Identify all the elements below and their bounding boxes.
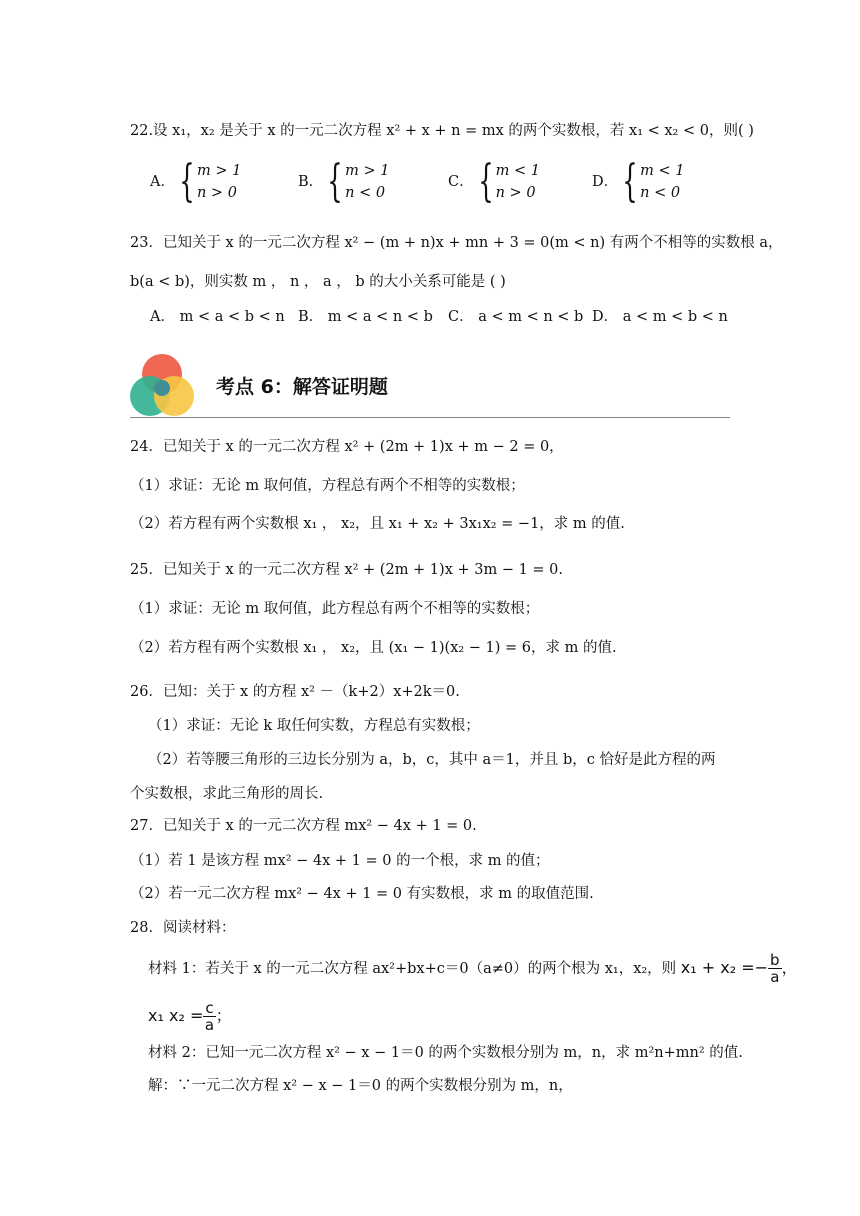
venn-logo-icon bbox=[128, 352, 198, 422]
q22-option-a: A．{ m > 1 n > 0 bbox=[150, 156, 242, 207]
q22-option-c: C．{ m < 1 n > 0 bbox=[448, 156, 540, 207]
q27-part-1: （1）若 1 是该方程 mx² − 4x + 1 = 0 的一个根，求 m 的值； bbox=[130, 853, 550, 869]
q22-option-b: B．{ m > 1 n < 0 bbox=[298, 156, 390, 207]
q26-part-2-line-2: 个实数根，求此三角形的周长. bbox=[130, 786, 324, 802]
q23-option-b: B． m < a < n < b bbox=[298, 309, 433, 325]
vieta-product-formula: x₁ x₂ = $\frac{c}{a}$ ； bbox=[148, 999, 232, 1034]
section-divider bbox=[130, 417, 730, 418]
vieta-sum-formula: x₁ + x₂ =− $\frac{b}{a}$ ， bbox=[680, 951, 798, 986]
q25-part-1: （1）求证：无论 m 取何值，此方程总有两个不相等的实数根； bbox=[130, 601, 540, 617]
q22-option-d: D．{ m < 1 n < 0 bbox=[592, 156, 685, 207]
q28-material-1-product bbox=[148, 1000, 232, 1033]
q26-stem: 26．已知：关于 x 的方程 x² －（k+2）x+2k＝0. bbox=[130, 684, 460, 700]
q23-line-2: b(a < b)，则实数 m ， n ， a ， b 的大小关系可能是 ( ) bbox=[130, 274, 506, 290]
q26-part-2-line-1: （2）若等腰三角形的三边长分别为 a，b，c，其中 a＝1，并且 b，c 恰好是此方程的两 bbox=[148, 752, 716, 768]
q23-option-d: D． a < m < b < n bbox=[592, 309, 728, 325]
q25-stem: 25．已知关于 x 的一元二次方程 x² + (2m + 1)x + 3m − 1 = 0. bbox=[130, 562, 564, 578]
q27-stem: 27．已知关于 x 的一元二次方程 mx² − 4x + 1 = 0. bbox=[130, 818, 477, 834]
q28-stem: 28．阅读材料： bbox=[130, 920, 236, 936]
q23-option-c: C． a < m < n < b bbox=[448, 309, 584, 325]
q25-part-2: （2）若方程有两个实数根 x₁ ， x₂，且 (x₁ − 1)(x₂ − 1) = 6，求 m 的值. bbox=[130, 640, 617, 656]
q22-stem: 22.设 x₁，x₂ 是关于 x 的一元二次方程 x² + x + n = mx 的两个实数根，若 x₁ < x₂ < 0，则( ) bbox=[130, 123, 754, 139]
q27-part-2: （2）若一元二次方程 mx² − 4x + 1 = 0 有实数根，求 m 的取值范围. bbox=[130, 886, 594, 902]
q28-solution: 解：∵一元二次方程 x² − x − 1＝0 的两个实数根分别为 m，n， bbox=[148, 1078, 573, 1094]
q24-part-1: （1）求证：无论 m 取何值，方程总有两个不相等的实数根； bbox=[130, 478, 525, 494]
q23-option-a: A． m < a < b < n bbox=[150, 309, 285, 325]
q28-material-2: 材料 2：已知一元二次方程 x² − x − 1＝0 的两个实数根分别为 m，n，求 m²n+mn² 的值. bbox=[148, 1045, 743, 1061]
q24-part-2: （2）若方程有两个实数根 x₁ ， x₂，且 x₁ + x₂ + 3x₁x₂ = −1，求 m 的值. bbox=[130, 516, 625, 532]
q26-part-1: （1）求证：无论 k 取任何实数，方程总有实数根； bbox=[148, 718, 480, 734]
q28-material-1: 材料 1：若关于 x 的一元二次方程 ax²+bx+c＝0（a≠0）的两个根为 x₁，x₂，则 x₁ + x₂ =− $\frac{b}{a}$ ， bbox=[148, 951, 798, 986]
q23-line-1: 23．已知关于 x 的一元二次方程 x² − (m + n)x + mn + 3 = 0(m < n) 有两个不相等的实数根 a， bbox=[130, 235, 783, 251]
q24-stem: 24．已知关于 x 的一元二次方程 x² + (2m + 1)x + m − 2 = 0， bbox=[130, 439, 564, 455]
section-title: 考点 6：解答证明题 bbox=[216, 376, 388, 398]
